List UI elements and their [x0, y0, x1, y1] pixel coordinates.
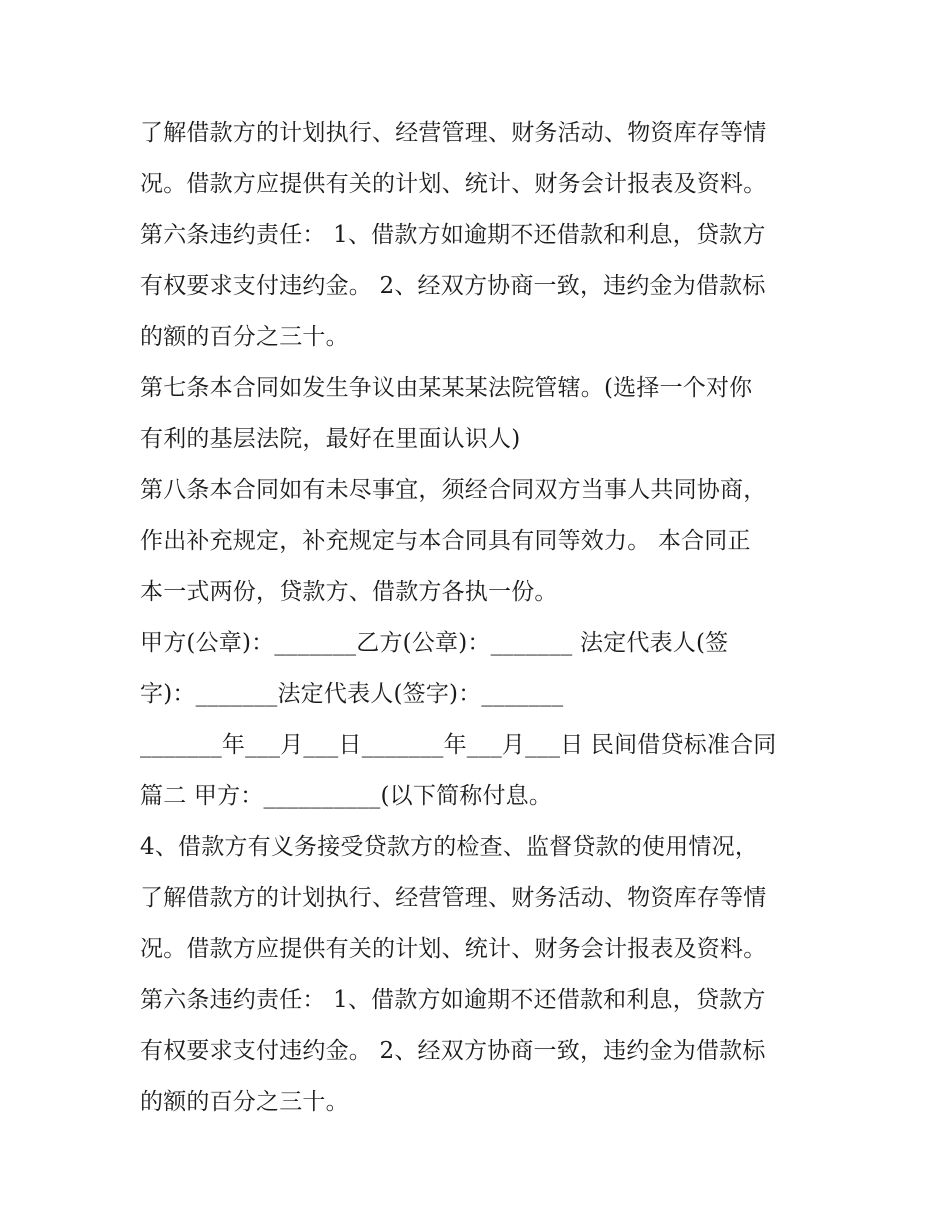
text-line: _______年___月___日_______年___月___日 民间借贷标准合同	[140, 732, 777, 758]
text-line: 第六条违约责任： 1、借款方如逾期不还借款和利息，贷款方	[140, 987, 766, 1013]
text-line: 第六条违约责任： 1、借款方如逾期不还借款和利息，贷款方	[140, 222, 766, 248]
text-line: 第七条本合同如发生争议由某某某法院管辖。(选择一个对你	[140, 375, 753, 401]
text-line: 有利的基层法院，最好在里面认识人)	[140, 426, 521, 452]
text-line: 的额的百分之三十。	[140, 1089, 349, 1115]
text-line: 了解借款方的计划执行、经营管理、财务活动、物资库存等情	[140, 120, 767, 146]
text-line: 本一式两份，贷款方、借款方各执一份。	[140, 579, 558, 605]
text-line: 4、借款方有义务接受贷款方的检查、监督贷款的使用情况，	[140, 834, 759, 860]
text-line: 况。借款方应提供有关的计划、统计、财务会计报表及资料。	[140, 171, 767, 197]
text-line: 的额的百分之三十。	[140, 324, 349, 350]
text-line: 第八条本合同如有未尽事宜，须经合同双方当事人共同协商，	[140, 477, 767, 503]
text-line: 了解借款方的计划执行、经营管理、财务活动、物资库存等情	[140, 885, 767, 911]
text-line: 况。借款方应提供有关的计划、统计、财务会计报表及资料。	[140, 936, 767, 962]
text-line: 甲方(公章)：_______乙方(公章)：_______ 法定代表人(签	[140, 630, 729, 656]
text-line: 篇二 甲方：__________(以下简称付息。	[140, 783, 553, 809]
text-line: 有权要求支付违约金。 2、经双方协商一致，违约金为借款标	[140, 273, 766, 299]
text-line: 字)：_______法定代表人(签字)：_______	[140, 681, 564, 707]
text-line: 有权要求支付违约金。 2、经双方协商一致，违约金为借款标	[140, 1038, 766, 1064]
document-body	[140, 108, 830, 1128]
text-line: 作出补充规定，补充规定与本合同具有同等效力。 本合同正	[140, 528, 751, 554]
